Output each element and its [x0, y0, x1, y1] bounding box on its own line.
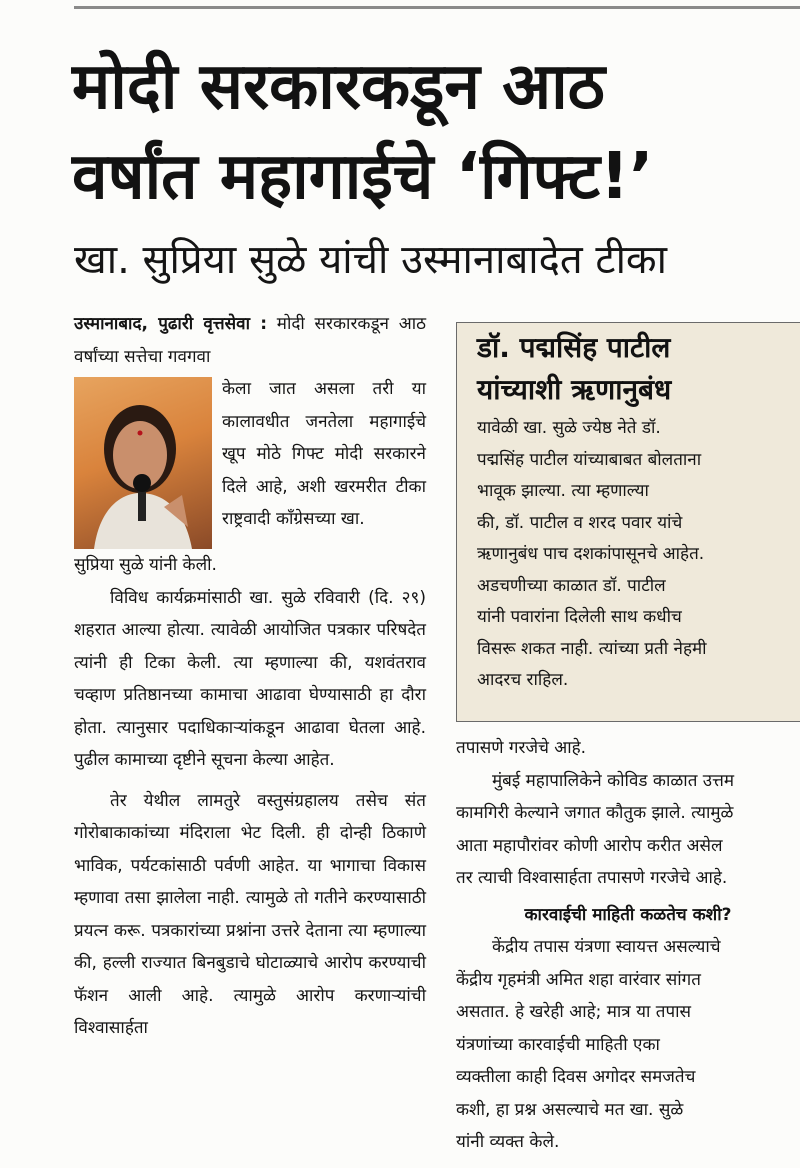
continuation-text: तपासणे गरजेचे आहे.	[456, 738, 587, 758]
lead-first-text: मोदी सरकारकडून आठ वर्षांच्या सत्तेचा गवगवा	[74, 314, 426, 367]
para-b-line: असतात. हे खरेही आहे; मात्र या तपास	[456, 1002, 691, 1022]
para-b-line: यंत्रणांच्या कारवाईची माहिती एका	[456, 1034, 660, 1055]
lead-paragraph-start	[74, 308, 426, 373]
para-b-line: केंद्रीय गृहमंत्री अमित शहा वारंवार सांगत	[456, 969, 701, 990]
photo-wrap	[74, 373, 426, 549]
para-b-line: यांनी व्यक्त केले.	[456, 1132, 560, 1152]
left-column	[74, 308, 426, 1045]
box-line: आदरच राहिल.	[477, 670, 569, 690]
lead-end-text: सुप्रिया सुळे यांनी केली.	[74, 555, 217, 575]
box-line: विसरू शकत नाही. त्यांच्या प्रती नेहमी	[477, 638, 707, 659]
box-line: ऋणानुबंध पाच दशकांपासूनचे आहेत.	[477, 544, 705, 564]
subheadline: खा. सुप्रिया सुळे यांची उस्मानाबादेत टीका	[74, 237, 668, 283]
right-column	[456, 732, 800, 1159]
para-a-line: तर त्याची विश्वासार्हता तपासणे गरजेचे आहे.	[456, 868, 728, 888]
headline-line-2: वर्षांत महागाईचे ‘गिफ्ट!’	[72, 140, 654, 214]
para-b-line: केंद्रीय तपास यंत्रणा स्वायत्त असल्याचे	[492, 937, 721, 957]
box-line: यावेळी खा. सुळे ज्येष्ठ नेते डॉ.	[477, 418, 661, 438]
section-subheading: कारवाईची माहिती कळतेच कशी?	[524, 904, 732, 925]
box-title-line-2: यांच्याशी ऋणानुबंध	[477, 373, 672, 406]
top-rule	[74, 6, 800, 9]
lead-wrap-text: केला जात असला तरी या कालावधीत जनतेला महागाईचे खूप मोठे गिफ्ट मोदी सरकारने दिले आहे, अशी खरमरीत टीका राष्ट्रवादी काँग्रेसच्या खा.	[222, 379, 426, 529]
para-b-line: कशी, हा प्रश्न असल्याचे मत खा. सुळे	[456, 1099, 684, 1120]
dateline: उस्मानाबाद, पुढारी वृत्तसेवा :	[74, 314, 268, 334]
para-a-line: मुंबई महापालिकेने कोविड काळात उत्तम	[492, 770, 735, 791]
box-title-line-1: डॉ. पद्मसिंह पाटील	[477, 331, 671, 364]
box-body	[477, 413, 800, 697]
headline	[72, 42, 800, 222]
headline-line-1: मोदी सरकारकडून आठ	[72, 50, 605, 124]
box-line: पद्मसिंह पाटील यांच्याबाबत बोलताना	[477, 449, 702, 470]
para-a-line: आता महापौरांवर कोणी आरोप करीत असेल	[456, 835, 723, 856]
speaker-photo	[74, 377, 212, 549]
box-line: अडचणीच्या काळात डॉ. पाटील	[477, 575, 666, 596]
box-line: की, डॉ. पाटील व शरद पवार यांचे	[477, 512, 683, 533]
para-a-line: कामगिरी केल्याने जगात कौतुक झाले. त्यामुळे	[456, 803, 734, 823]
paragraph-3: तेर येथील लामतुरे वस्तुसंग्रहालय तसेच संत गोरोबाकाकांच्या मंदिराला भेट दिली. ही दोन्ही ठिकाणे भाविक, पर्यटकांसाठी पर्वणी आहेत. या भागाचा विकास म्हणावा तसा झालेला नाही. त्यामुळे तो गतीने करण्यासाठी प्रयत्न करू. पत्रकारांच्या प्रश्नांना उत्तरे देताना त्या म्हणाल्या की, हल्ली राज्यात बिनबुडाचे घोटाळ्याचे आरोप करण्याची फॅशन आली आहे. त्यामुळे आरोप करणाऱ्यांची विश्वासार्हता	[74, 790, 426, 1038]
box-line: भावूक झाल्या. त्या म्हणाल्या	[477, 481, 649, 501]
paragraph-2: विविध कार्यक्रमांसाठी खा. सुळे रविवारी (दि. २९) शहरात आल्या होत्या. त्यावेळी आयोजित पत्रकार परिषदेत त्यांनी ही टिका केली. त्या म्हणाल्या की, यशवंतराव चव्हाण प्रतिष्ठानच्या कामाचा आढावा घेण्यासाठी हा दौरा होता. त्यानुसार पदाधिकाऱ्यांकडून आढावा घेतला आहे. पुढील कामाच्या दृष्टीने सूचना केल्या आहेत.	[74, 587, 426, 770]
sidebar-box	[456, 322, 800, 722]
para-b-line: व्यक्तीला काही दिवस अगोदर समजतेच	[456, 1067, 696, 1087]
box-line: यांनी पवारांना दिलेली साथ कधीच	[477, 607, 682, 627]
